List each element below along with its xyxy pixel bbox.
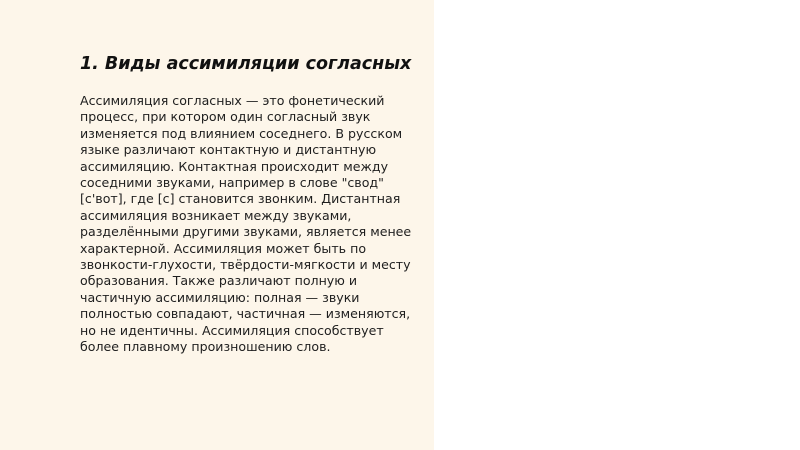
- body-line: разделёнными другими звуками, является менее: [80, 224, 412, 240]
- body-line: изменяется под влиянием соседнего. В русском: [80, 125, 403, 141]
- body-line: характерной. Ассимиляция может быть по: [80, 240, 367, 256]
- body-line: Ассимиляция согласных — это фонетический: [80, 93, 385, 108]
- body-line: образования. Также различают полную и: [80, 273, 358, 289]
- body-line: языке различают контактную и дистантную: [80, 142, 377, 158]
- body-line: ассимиляция возникает между звуками,: [80, 207, 352, 223]
- body-line: звонкости-глухости, твёрдости-мягкости и месту: [80, 257, 411, 273]
- body-line: процесс, при котором один согласный звук: [80, 109, 371, 125]
- slide-title: 1. Виды ассимиляции согласных: [80, 54, 412, 74]
- body-line: более плавному произношению слов.: [80, 339, 331, 355]
- body-line: частичную ассимиляцию: полная — звуки: [80, 289, 360, 305]
- body-line: [с'вот], где [с] становится звонким. Дистантная: [80, 191, 401, 207]
- body-line: ассимиляцию. Контактная происходит между: [80, 158, 389, 174]
- body-line: но не идентичны. Ассимиляция способствует: [80, 322, 384, 338]
- blank-panel: [434, 0, 800, 450]
- body-line: полностью совпадают, частичная — изменяются,: [80, 306, 411, 322]
- body-line: соседними звуками, например в слове "свод": [80, 175, 384, 191]
- slide-body: [80, 93, 425, 356]
